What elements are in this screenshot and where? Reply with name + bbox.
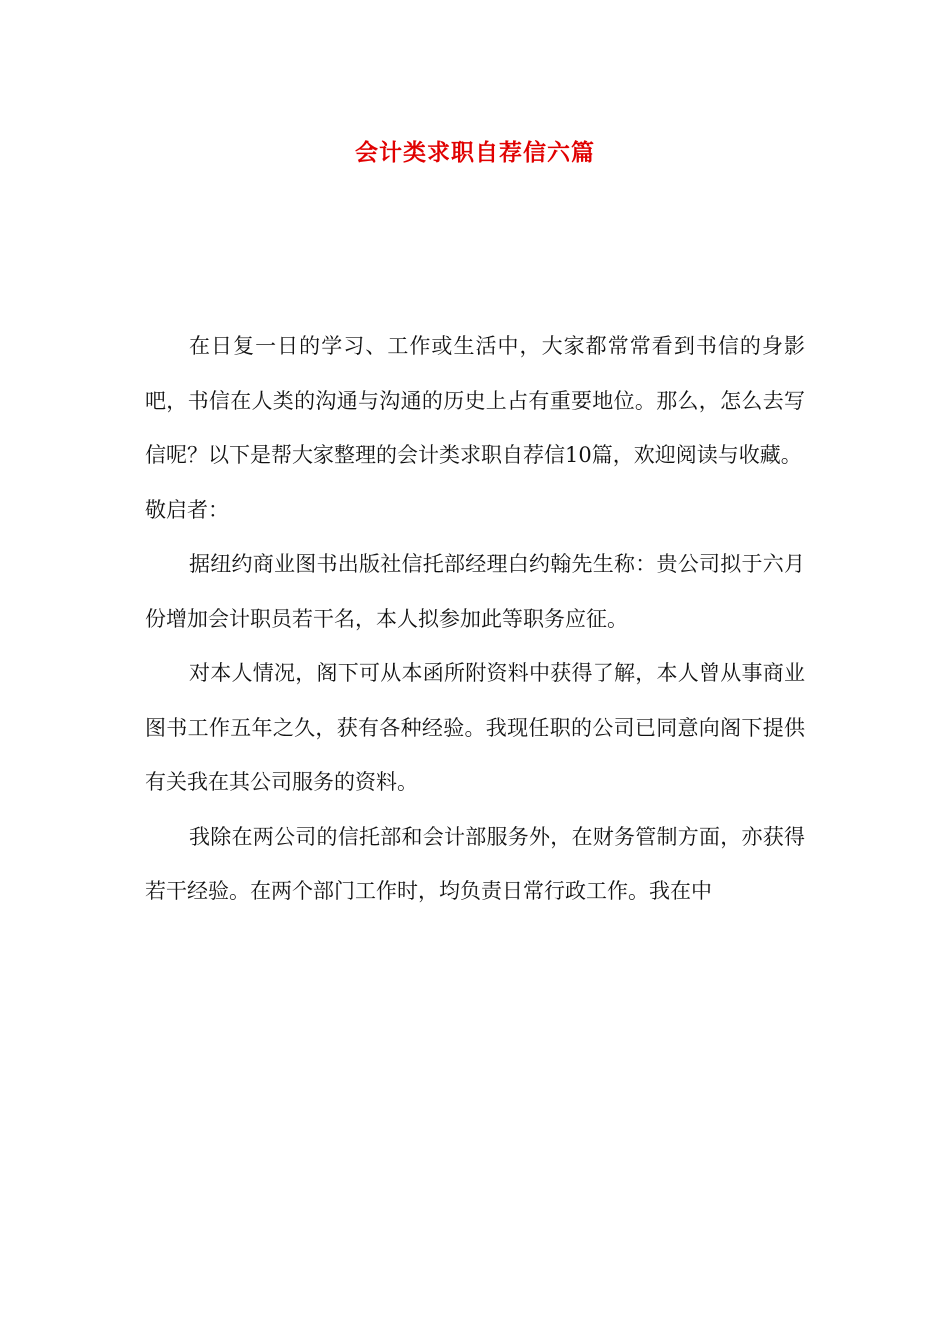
body-paragraph: 据纽约商业图书出版社信托部经理白约翰先生称：贵公司拟于六月份增加会计职员若干名，本人拟参加此等职务应征。 <box>145 552 805 631</box>
body-paragraph: 我除在两公司的信托部和会计部服务外，在财务管制方面，亦获得若干经验。在两个部门工作时，均负责日常行政工作。我在中 <box>145 824 805 903</box>
document-body <box>145 319 805 919</box>
body-paragraph: 对本人情况，阁下可从本函所附资料中获得了解，本人曾从事商业图书工作五年之久，获有各种经验。我现任职的公司已同意向阁下提供有关我在其公司服务的资料。 <box>145 661 805 794</box>
document-title: 会计类求职自荐信六篇 <box>355 139 595 166</box>
salutation: 敬启者： <box>145 497 229 522</box>
intro-paragraph: 在日复一日的学习、工作或生活中，大家都常常看到书信的身影吧，书信在人类的沟通与沟通的历史上占有重要地位。那么，怎么去写信呢？以下是帮大家整理的会计类求职自荐信10篇，欢迎阅读与收藏。 <box>145 334 805 467</box>
